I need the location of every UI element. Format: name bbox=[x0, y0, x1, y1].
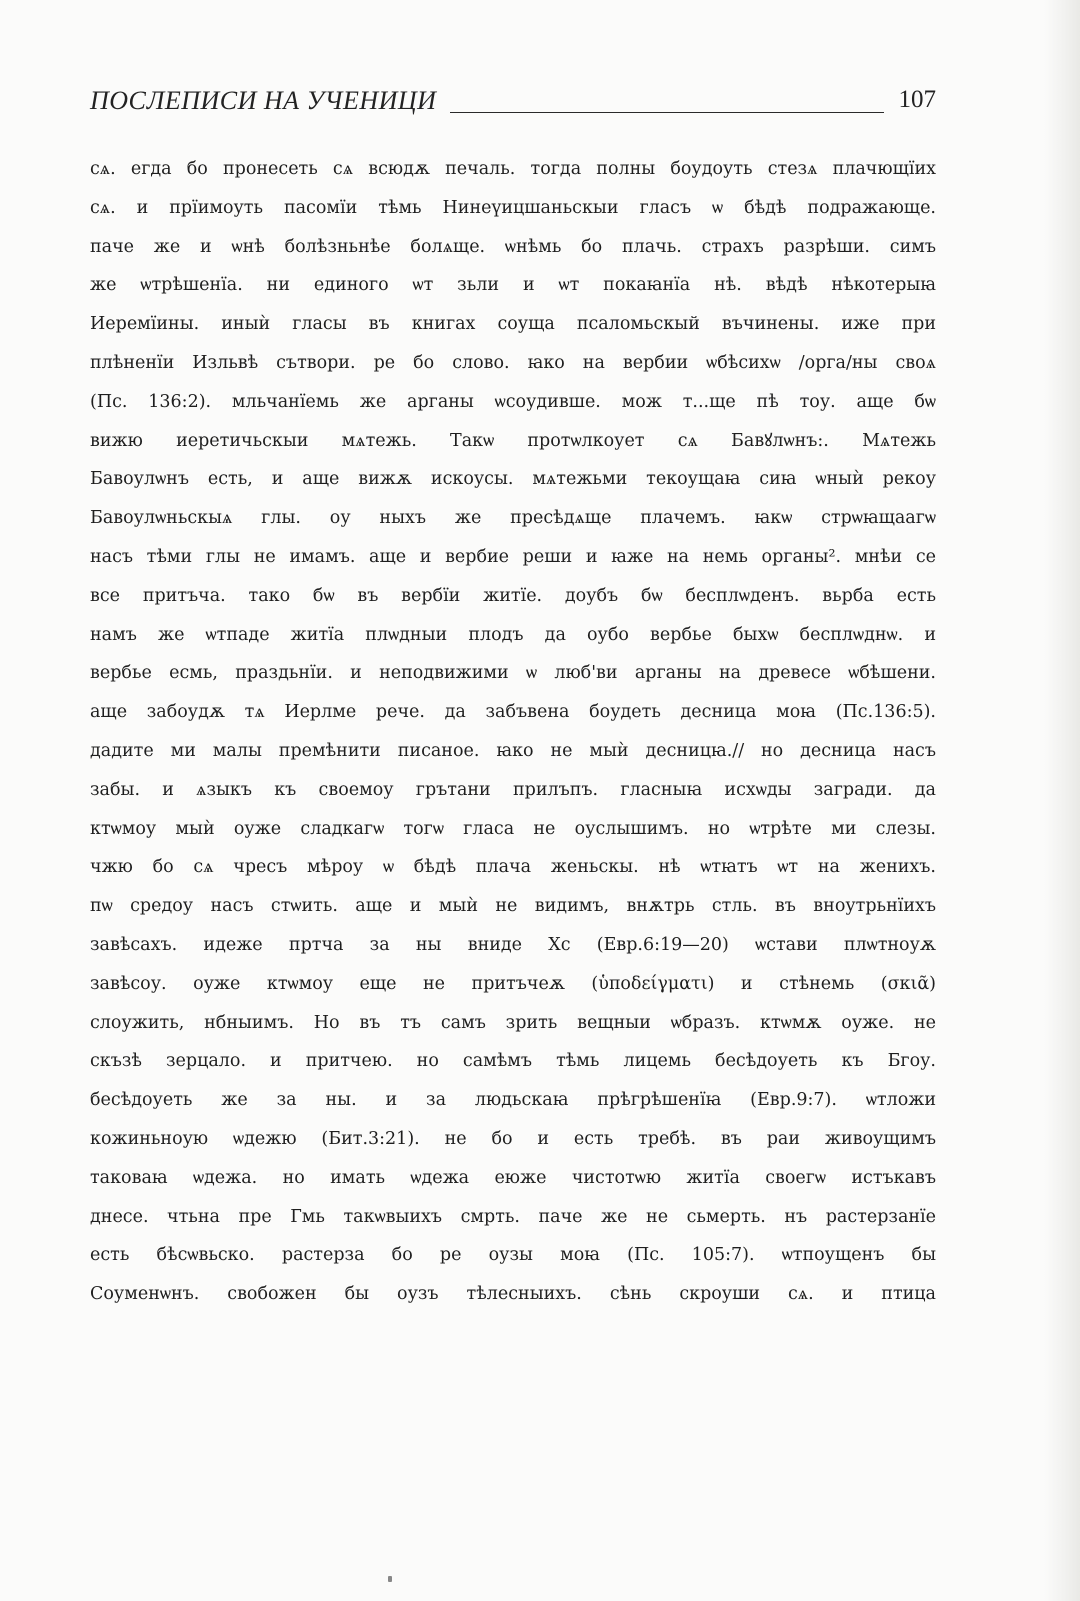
text-line: Бавоулѡнъ есть, и аще вижѫ искоусы. мѧтежьми текоущаꙗ сиꙗ ѡныѝ рекоу bbox=[90, 469, 936, 490]
text-line: ктѡмоу мыѝ оуже сладкагѡ тогѡ гласа не оуслышимъ. но ѡтрѣте ми слезы. bbox=[90, 818, 936, 839]
text-line: Бавоулѡньскыѧ глы. оу ныхъ же пресѣдѧще плачемъ. ꙗкѡ стрѡꙗщаагѡ bbox=[90, 508, 936, 529]
text-line: бесѣдоуеть же за ны. и за людьскаꙗ прѣгрѣшенїꙗ (Евр.9:7). ѡтложи bbox=[90, 1090, 936, 1111]
text-line: завѣсоу. оуже ктѡмоу еще не притъчеѫ (ὑποδείγματι) и стѣнемь (σκιᾶ) bbox=[90, 973, 936, 994]
text-line: намъ же ѡтпаде житїа плѡдныи плодъ да оубо вербье быхѡ бесплѡднѡ. и bbox=[90, 624, 936, 645]
text-line: паче же и ѡнѣ болѣзньнѣе болѧще. ѡнѣмь бо плачь. страхъ разрѣши. симъ bbox=[90, 236, 936, 257]
text-line: есть бѣсѡвьско. растерза бо ре оузы моꙗ (Пс. 105:7). ѡтпоущенъ бы bbox=[90, 1245, 936, 1266]
page-header bbox=[90, 86, 936, 122]
text-line: вербье есмь, праздьнїи. и неподвижими ѡ люб'ви арганы на древесе ѡбѣшени. bbox=[90, 663, 936, 684]
text-line: слоужить, нбныимъ. Но въ тъ самъ зрить вещныи ѡбразъ. ктѡмѫ оуже. не bbox=[90, 1012, 936, 1033]
page-number: 107 bbox=[898, 86, 936, 113]
text-line: чжю бо сѧ чресъ мѣроу ѡ бѣдѣ плача женьскы. нѣ ѡтꙗтъ ѡт на женихъ. bbox=[90, 857, 936, 878]
header-rule bbox=[450, 112, 884, 113]
scan-speck bbox=[388, 1576, 392, 1582]
text-line: аще забоудѫ тѧ Иерлме рече. да забъвена боудеть десница моꙗ (Пс.136:5). bbox=[90, 702, 936, 723]
text-line: кожиньноую ѡдежю (Бит.3:21). не бо и есть требѣ. въ раи живоущимъ bbox=[90, 1128, 936, 1149]
text-line: днесе. чтьна пре Гмь такѡвыихъ смрть. паче же не сьмерть. нъ растерзанїе bbox=[90, 1206, 936, 1227]
text-line: сѧ. егда бо пронесеть сѧ всюдѫ печаль. тогда полны боудоуть стезѧ плачющїих bbox=[90, 159, 936, 179]
text-line: Соуменѡнъ. свобожен бы оузъ тѣлесныихъ. сѣнь скроуши сѧ. и птица bbox=[90, 1284, 936, 1305]
text-line: Иеремїины. иныѝ гласы въ книгах соуща псаломьскый въчинены. иже при bbox=[90, 314, 936, 335]
text-line: все притъча. тако бѡ въ вербїи житїе. доубъ бѡ бесплѡденъ. вьрба есть bbox=[90, 585, 936, 606]
text-line: дадите ми малы премѣнити писаное. ꙗко не мыѝ десницꙗ.// но десница насъ bbox=[90, 740, 936, 761]
text-line: же ѡтрѣшенїа. ни единого ѡт зьли и ѡт покаꙗнїа нѣ. вѣдѣ нѣкотерыꙗ bbox=[90, 275, 936, 296]
text-line: плѣненїи Изльвѣ сътвори. ре бо слово. ꙗко на вербии ѡбѣсихѡ /орга/ны своѧ bbox=[90, 352, 936, 373]
page-edge-shadow bbox=[1044, 0, 1080, 1601]
text-line: забы. и ѧзыкъ къ своемоу грътани прилъпъ. гласныꙗ исхѡды загради. да bbox=[90, 779, 936, 800]
text-line: скъзѣ зерцало. и притчею. но самѣмъ тѣмь лицемь бесѣдоуеть къ Бгоу. bbox=[90, 1051, 936, 1072]
text-line: (Пс. 136:2). мльчанїемь же арганы ѡсоудивше. мож т...ще пѣ тоу. аще бѡ bbox=[90, 391, 936, 412]
text-line: пѡ средоу насъ стѡить. аще и мыѝ не видимъ, внѫтрь стль. въ вноутрьнїихъ bbox=[90, 896, 936, 917]
text-line: таковаꙗ ѡдежа. но имать ѡдежа еюже чистотѡю житїа своегѡ истъкавъ bbox=[90, 1167, 936, 1188]
running-title: ПОСЛЕПИСИ НА УЧЕНИЦИ bbox=[90, 86, 437, 115]
text-line: насъ тѣми глы не имамъ. аще и вербие реши и ꙗже на немь органы². мнѣи се bbox=[90, 546, 936, 567]
text-line: завѣсахъ. идеже пртча за ны вниде Хс (Евр.6:19—20) ѡстави плѡтноуѫ bbox=[90, 934, 936, 955]
body-text bbox=[90, 150, 936, 1314]
text-line: сѧ. и прїимоуть пасомїи тѣмь Нинеүицшаньскыи гласъ ѡ бѣдѣ подражающе. bbox=[90, 197, 936, 218]
text-line: вижю иеретичьскыи мѧтежь. Такѡ протѡлкоует сѧ Бавꙋлѡнъ:. Мѧтежь bbox=[90, 430, 936, 451]
